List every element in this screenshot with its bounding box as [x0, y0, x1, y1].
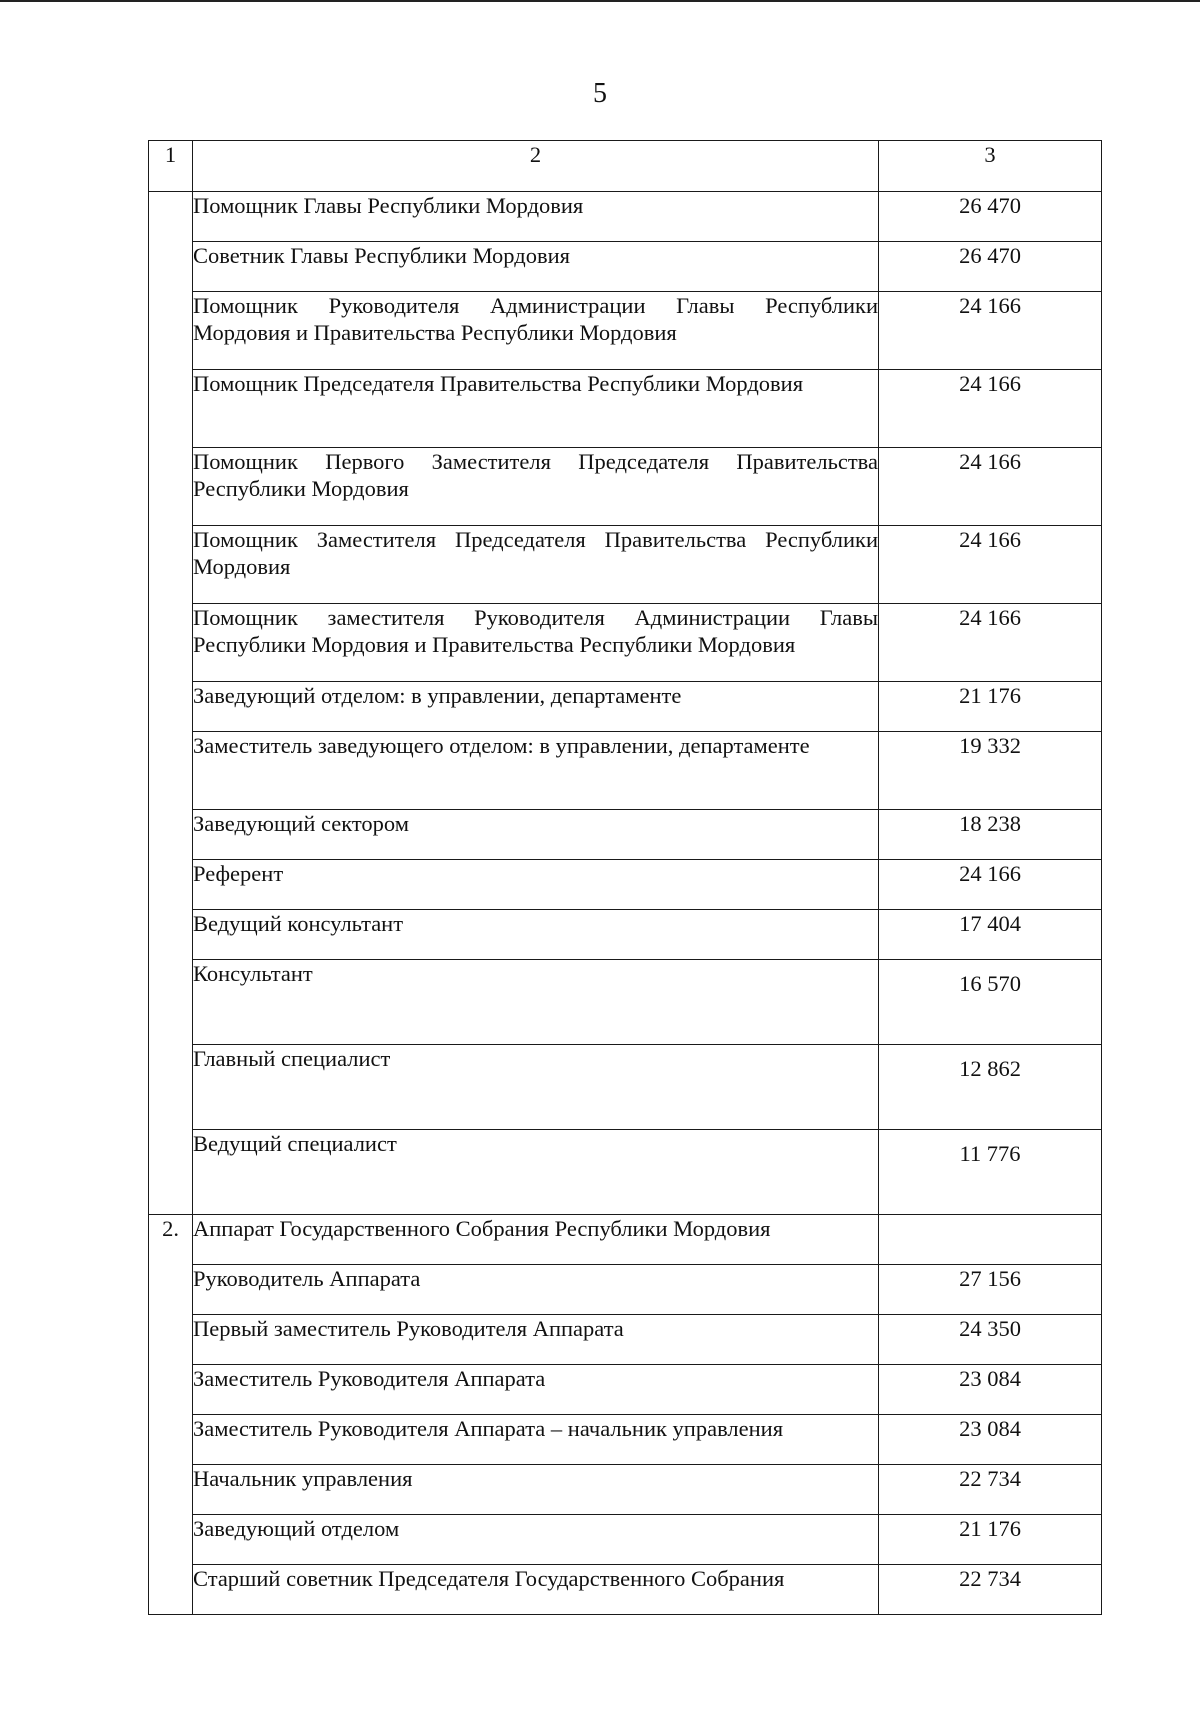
table-row — [149, 1415, 1102, 1465]
table-row — [149, 732, 1102, 810]
salary-cell: 24 166 — [879, 370, 1102, 448]
position-cell: Начальник управления — [193, 1465, 879, 1515]
position-cell: Старший советник Председателя Государственного Собрания — [193, 1565, 879, 1615]
position-cell: Заместитель заведующего отделом: в управлении, департаменте — [193, 732, 879, 810]
salary-cell: 16 570 — [879, 960, 1102, 1045]
salary-cell: 27 156 — [879, 1265, 1102, 1315]
position-cell: Помощник заместителя Руководителя Администрации Главы Республики Мордовия и Правительства Республики Мордовия — [193, 604, 879, 682]
table-row — [149, 682, 1102, 732]
salary-cell: 18 238 — [879, 810, 1102, 860]
salary-cell: 24 166 — [879, 292, 1102, 370]
table-row — [149, 242, 1102, 292]
position-cell: Заведующий отделом: в управлении, департаменте — [193, 682, 879, 732]
salary-cell: 19 332 — [879, 732, 1102, 810]
table-header-row — [149, 141, 1102, 192]
salary-cell: 12 862 — [879, 1045, 1102, 1130]
position-cell: Заведующий отделом — [193, 1515, 879, 1565]
header-col-1: 1 — [149, 141, 193, 192]
table-row — [149, 1515, 1102, 1565]
table-row — [149, 960, 1102, 1045]
section-1-number-cell — [149, 192, 193, 1215]
salary-cell: 24 350 — [879, 1315, 1102, 1365]
position-cell: Помощник Руководителя Администрации Главы Республики Мордовия и Правительства Республики Мордовия — [193, 292, 879, 370]
section-2-number: 2. — [149, 1215, 193, 1615]
position-cell: Консультант — [193, 960, 879, 1045]
table-row — [149, 910, 1102, 960]
page-number: 5 — [593, 78, 607, 109]
position-cell: Первый заместитель Руководителя Аппарата — [193, 1315, 879, 1365]
position-cell: Заведующий сектором — [193, 810, 879, 860]
position-cell: Ведущий специалист — [193, 1130, 879, 1215]
table-row — [149, 1265, 1102, 1315]
header-col-2: 2 — [193, 141, 879, 192]
table-row — [149, 1045, 1102, 1130]
salary-cell-empty — [879, 1215, 1102, 1265]
header-col-3: 3 — [879, 141, 1102, 192]
position-cell: Заместитель Руководителя Аппарата – начальник управления — [193, 1415, 879, 1465]
salary-cell: 21 176 — [879, 1515, 1102, 1565]
salary-cell: 24 166 — [879, 860, 1102, 910]
salary-cell: 23 084 — [879, 1365, 1102, 1415]
table-row — [149, 448, 1102, 526]
table-row — [149, 292, 1102, 370]
table-row — [149, 370, 1102, 448]
position-cell: Ведущий консультант — [193, 910, 879, 960]
salary-cell: 24 166 — [879, 526, 1102, 604]
section-2-title: Аппарат Государственного Собрания Республики Мордовия — [193, 1215, 879, 1265]
salary-cell: 21 176 — [879, 682, 1102, 732]
section-header-row — [149, 1215, 1102, 1265]
table-row — [149, 1565, 1102, 1615]
salary-cell: 22 734 — [879, 1565, 1102, 1615]
position-cell: Референт — [193, 860, 879, 910]
table-row — [149, 860, 1102, 910]
top-rule — [0, 0, 1200, 2]
position-cell: Помощник Главы Республики Мордовия — [193, 192, 879, 242]
table-row — [149, 192, 1102, 242]
position-cell: Советник Главы Республики Мордовия — [193, 242, 879, 292]
table-row — [149, 1465, 1102, 1515]
salary-cell: 17 404 — [879, 910, 1102, 960]
position-cell: Главный специалист — [193, 1045, 879, 1130]
salary-cell: 23 084 — [879, 1415, 1102, 1465]
table-row — [149, 1315, 1102, 1365]
salary-table — [148, 140, 1102, 1615]
salary-cell: 24 166 — [879, 448, 1102, 526]
table-row — [149, 1130, 1102, 1215]
position-cell: Помощник Заместителя Председателя Правительства Республики Мордовия — [193, 526, 879, 604]
position-cell: Помощник Первого Заместителя Председателя Правительства Республики Мордовия — [193, 448, 879, 526]
salary-cell: 22 734 — [879, 1465, 1102, 1515]
position-cell: Заместитель Руководителя Аппарата — [193, 1365, 879, 1415]
position-cell: Помощник Председателя Правительства Республики Мордовия — [193, 370, 879, 448]
table-row — [149, 1365, 1102, 1415]
salary-cell: 11 776 — [879, 1130, 1102, 1215]
salary-cell: 24 166 — [879, 604, 1102, 682]
table-row — [149, 604, 1102, 682]
salary-cell: 26 470 — [879, 192, 1102, 242]
salary-cell: 26 470 — [879, 242, 1102, 292]
table-row — [149, 810, 1102, 860]
position-cell: Руководитель Аппарата — [193, 1265, 879, 1315]
table-row — [149, 526, 1102, 604]
